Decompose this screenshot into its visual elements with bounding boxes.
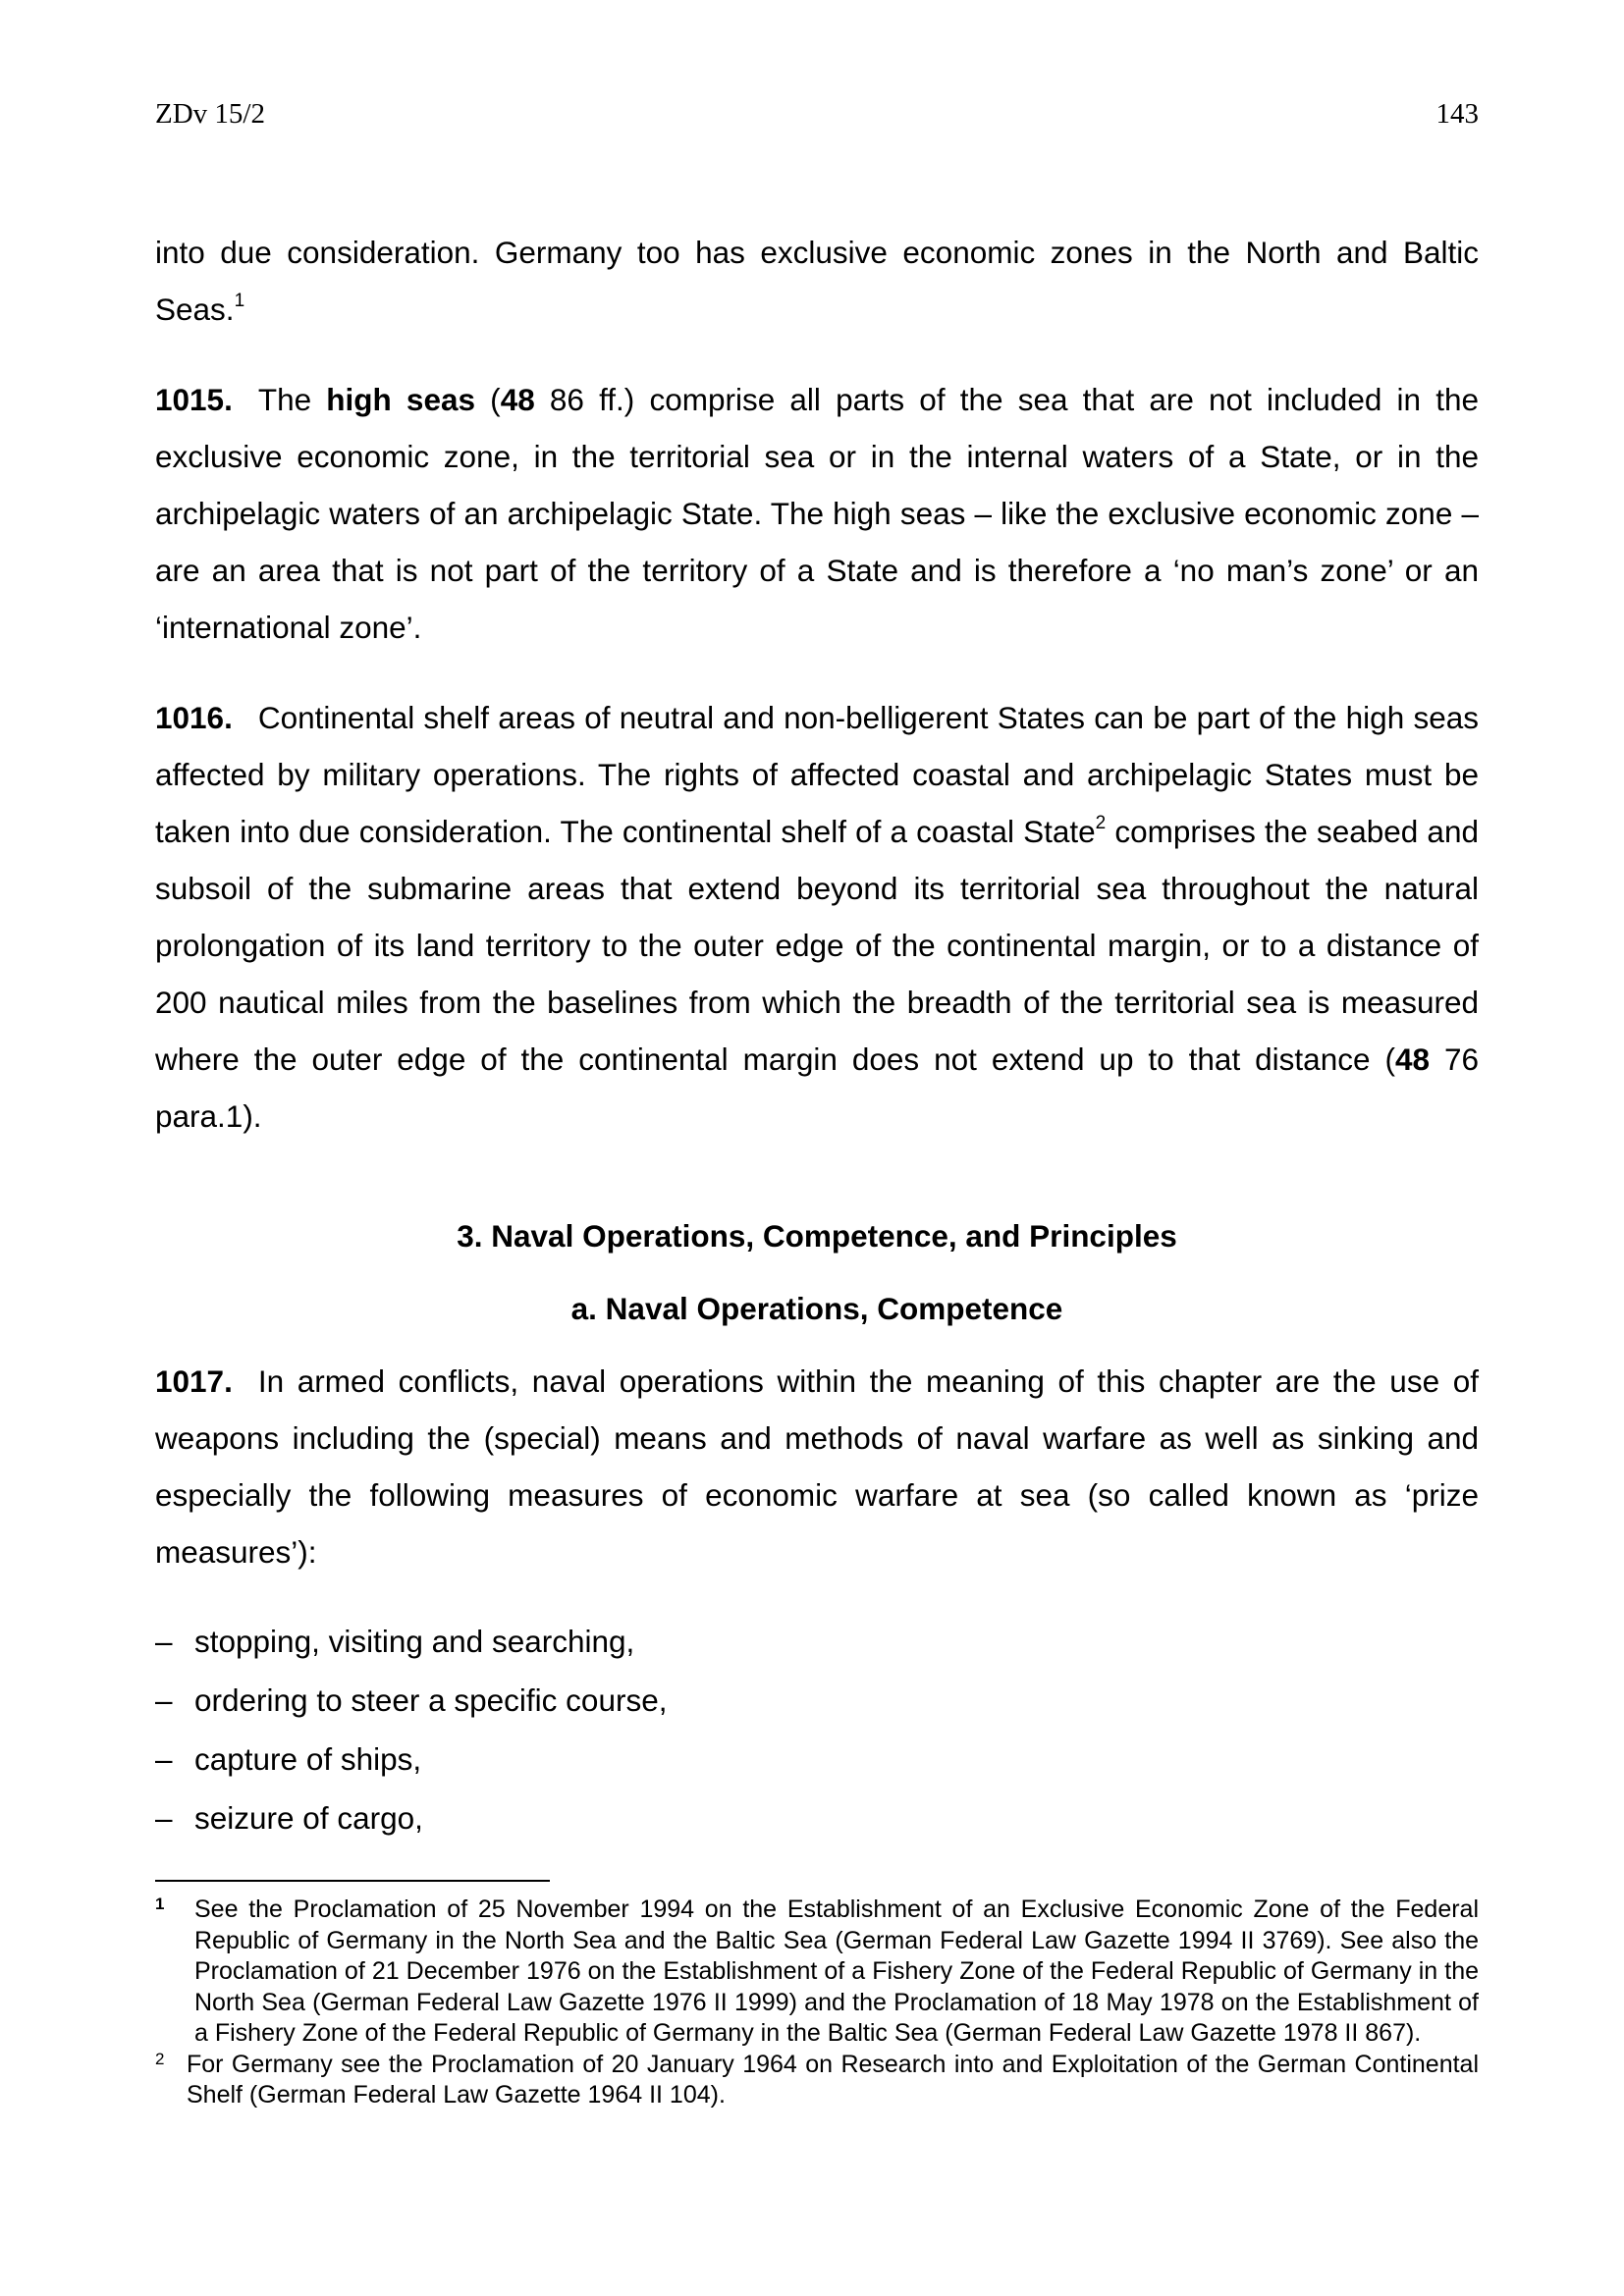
paragraph-number: 1015. [155, 382, 233, 417]
paragraph-carryover [155, 224, 1479, 338]
paragraph-1016 [155, 689, 1479, 1145]
list-item [155, 1671, 1479, 1730]
footnote-text: See the Proclamation of 25 November 1994 on the Establishment of an Exclusive Economic Zone of the Federal Republic of Germany in the North Sea and the Baltic Sea (German Federal Law Gazette 1994 II 3769). See also the Proclamation of 21 December 1976 on the Establishment of a Fishery Zone of the Federal Republic of Germany in the North Sea (German Federal Law Gazette 1976 II 1999) and the Proclamation of 18 May 1978 on the Establishment of a Fishery Zone of the Federal Republic of Germany in the Baltic Sea (German Federal Law Gazette 1978 II 867). [194, 1896, 1479, 2047]
paragraph-1017 [155, 1353, 1479, 1580]
body-text [155, 224, 1479, 1847]
dash-bullet: – [155, 1741, 173, 1777]
dash-bullet: – [155, 1624, 173, 1659]
dash-bullet: – [155, 1800, 173, 1836]
paragraph-1015 [155, 371, 1479, 656]
list-item-text: ordering to steer a specific course, [194, 1682, 668, 1718]
paragraph-number: 1017. [155, 1363, 233, 1399]
list-item-text: stopping, visiting and searching, [194, 1624, 635, 1659]
paragraph-text: Continental shelf areas of neutral and non-belligerent States can be part of the high seas affected by military operations. The rights of affected coastal and archipelagic States must be taken into due consideration. The continental shelf of a coastal State [155, 700, 1479, 849]
paragraph-text: The [257, 382, 327, 417]
list-item [155, 1789, 1479, 1847]
footnote-separator [155, 1880, 550, 1882]
list-item-text: seizure of cargo, [194, 1800, 423, 1836]
footnote-ref-2[interactable]: 2 [1095, 813, 1107, 833]
section-heading: 3. Naval Operations, Competence, and Principles [457, 1218, 1177, 1254]
footnote-2 [155, 2050, 1479, 2111]
footnote-mark: 2 [155, 2049, 165, 2068]
footnote-text: For Germany see the Proclamation of 20 January 1964 on Research into and Exploitation of the German Continental Shelf (German Federal Law Gazette 1964 II 104). [187, 2050, 1479, 2109]
footnote-1 [155, 1895, 1479, 2050]
running-header [155, 98, 1479, 141]
list-item-text: capture of ships, [194, 1741, 422, 1777]
paragraph-text: ( [475, 382, 501, 417]
footnotes [155, 1895, 1479, 2111]
footnote-mark: 1 [155, 1895, 165, 1913]
footnote-ref-1[interactable]: 1 [234, 291, 245, 311]
paragraph-text: comprises the seabed and subsoil of the submarine areas that extend beyond its territorial sea throughout the natural prolongation of its land territory to the outer edge of the continental margin, or to a distance of 200 nautical miles from the baselines from which the breadth of the territorial sea is measured where the outer edge of the continental margin does not extend up to that distance ( [155, 814, 1479, 1077]
list-item [155, 1612, 1479, 1671]
carryover-text: into due consideration. Germany too has exclusive economic zones in the North and Baltic Seas. [155, 235, 1479, 327]
dash-bullet: – [155, 1682, 173, 1718]
reference-number: 48 [500, 382, 535, 417]
paragraph-text: In armed conflicts, naval operations within the meaning of this chapter are the use of weapons including the (special) means and methods of naval warfare as well as sinking and especially the following measures of economic warfare at sea (so called known as ‘prize measures’): [155, 1363, 1479, 1570]
subsection-heading: a. Naval Operations, Competence [570, 1291, 1063, 1326]
term-high-seas: high seas [326, 382, 476, 417]
page-number: 143 [1435, 98, 1479, 130]
list-item [155, 1730, 1479, 1789]
paragraph-number: 1016. [155, 700, 233, 735]
prize-measures-list [155, 1612, 1479, 1847]
document-id: ZDv 15/2 [155, 98, 265, 130]
paragraph-text: 76 para.1). [155, 1041, 1480, 1134]
paragraph-text: 86 ff.) comprise all parts of the sea that are not included in the exclusive economic zone, in the territorial sea or in the internal waters of a State, or in the archipelagic waters of an archipelagic State. The high seas – like the exclusive economic zone – are an area that is not part of the territory of a State and is therefore a ‘no man’s zone’ or an ‘international zone’. [155, 382, 1480, 645]
reference-number: 48 [1394, 1041, 1430, 1077]
